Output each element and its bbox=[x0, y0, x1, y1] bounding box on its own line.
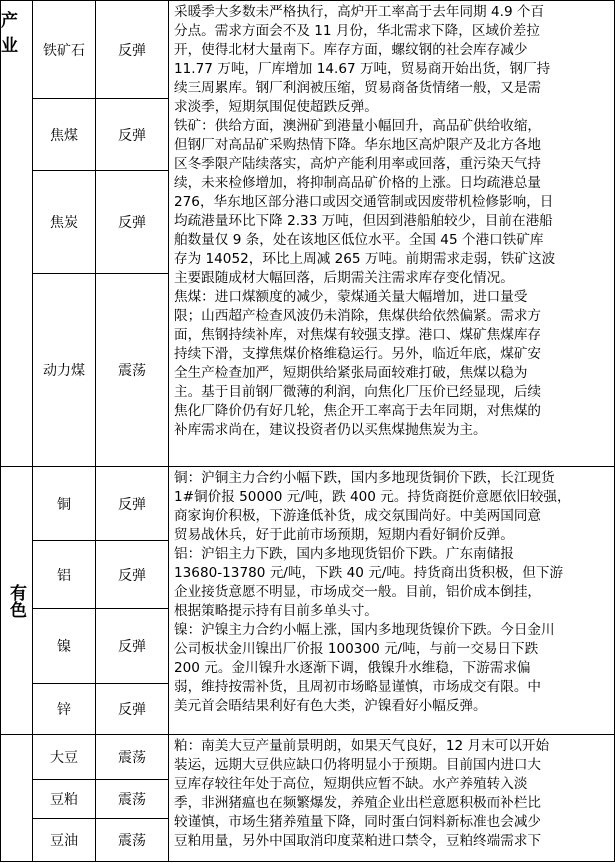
trend-label: 震荡 bbox=[118, 750, 146, 766]
commodity-name: 焦煤 bbox=[50, 127, 78, 144]
trend-label: 反弹 bbox=[118, 42, 146, 59]
text-line: 开，使得北材大量南下。库存方面，螺纹钢的社会库存减少 bbox=[174, 42, 528, 58]
text-line: 200 元。金川镍升水逐渐下调，俄镍升水维稳，下游需求偏 bbox=[174, 660, 531, 676]
text-line: 根据策略提示持有目前多单头寸。 bbox=[174, 603, 378, 619]
commodity-name: 大豆 bbox=[50, 750, 78, 766]
text-line: 豆粕用量，另外中国取消印度菜粕进口禁令，豆粕终端需求下 bbox=[174, 833, 542, 849]
text-line: 季，非洲猪瘟也在频繁爆发，养殖企业出栏意愿积极而补栏比 bbox=[174, 795, 542, 811]
text-line: 持续下滑，支撑焦煤价格维稳运行。另外，临近年底，煤矿安 bbox=[174, 346, 542, 362]
text-line: 公司板状金川镍出厂价报 100300 元/吨，与前一交易日下跌 bbox=[174, 641, 539, 657]
text-line: 焦煤：进口煤额度的减少，蒙煤通关量大幅增加，进口量受 bbox=[174, 289, 528, 305]
text-line: 但钢厂对高品矿采购热情下降。华东地区高炉限产及北方各地 bbox=[174, 137, 542, 153]
text-line: 均疏港量环比下降 2.33 万吨，但因到港船舶较少，目前在港船 bbox=[174, 213, 553, 229]
commodity-name: 镍 bbox=[57, 639, 71, 655]
text-line: 商家询价积极，下游逢低补货，成交氛围尚好。中美两国同意 bbox=[174, 508, 542, 524]
text-line: 采暖季大多数未严格执行，高炉开工率高于去年同期 4.9 个百 bbox=[174, 4, 545, 20]
column-divider bbox=[168, 0, 169, 862]
text-line: 企业接货意愿不明显，市场成交一般。目前，铝价成本倒挂， bbox=[174, 584, 542, 600]
text-line: 分点。需求方面会不及 11 月份，华北需求下降，区域价差拉 bbox=[174, 23, 540, 39]
commodity-name: 锌 bbox=[57, 702, 71, 718]
text-line: 求淡季，短期氛围促使超跌反弹。 bbox=[174, 99, 378, 115]
trend-label: 震荡 bbox=[118, 363, 146, 379]
text-line: 舶数量仅 9 条，处在该地区低位水平。全国 45 个港口铁矿库 bbox=[174, 232, 544, 248]
category-label bbox=[1, 735, 32, 861]
text-line: 铜：沪铜主力合约小幅下跌，国内多地现货铜价下跌，长江现货 bbox=[174, 470, 555, 486]
commodity-name: 铜 bbox=[57, 496, 71, 513]
text-line: 粕：南美大豆产量前景明朗，如果天气良好，12 月末可以开始 bbox=[174, 738, 550, 754]
trend-label: 震荡 bbox=[118, 833, 146, 849]
text-line: 11.77 万吨，厂库增加 14.67 万吨，贸易商开始出货，钢厂持 bbox=[174, 61, 551, 77]
commodity-name: 动力煤 bbox=[43, 363, 85, 379]
table-bottom-border bbox=[0, 861, 615, 862]
text-line: 美元首会晤结果利好有色大类，沪镍看好小幅反弹。 bbox=[174, 698, 487, 714]
trend-label: 反弹 bbox=[118, 215, 146, 231]
trend-label: 反弹 bbox=[118, 639, 146, 655]
trend-label: 反弹 bbox=[118, 702, 146, 718]
commodity-name: 铝 bbox=[57, 567, 71, 584]
analysis-text bbox=[174, 469, 571, 716]
text-line: 1#铜价报 50000 元/吨，跌 400 元。持货商挺价意愿依旧较强， bbox=[174, 489, 571, 505]
text-line: 较谨慎，市场生猪养殖量下降，同时蛋白饲料新标准也会减少 bbox=[174, 814, 542, 830]
commodity-name: 豆粕 bbox=[50, 792, 78, 808]
text-line: 面，焦钢持续补库，对焦煤有较强支撑。港口、煤矿焦煤库存 bbox=[174, 327, 542, 343]
text-line: 276，华东地区部分港口或因交通管制或因废带机检修影响，日 bbox=[174, 194, 554, 210]
text-line: 补库需求尚在，建议投资者仍以买焦煤抛焦炭为主。 bbox=[174, 422, 487, 438]
trend-label: 反弹 bbox=[118, 127, 146, 144]
category-label: 有色 bbox=[6, 583, 26, 618]
trend-label: 反弹 bbox=[118, 496, 146, 513]
text-line: 弱，维持按需补货，且周初市场略显谨慎，市场成交有限。中 bbox=[174, 679, 542, 695]
text-line: 铁矿：供给方面，澳洲矿到港量小幅回升，高品矿供给收缩， bbox=[174, 118, 542, 134]
commodity-name: 铁矿石 bbox=[43, 42, 85, 59]
text-line: 焦化厂降价仍有好几轮，焦企开工率高于去年同期，对焦煤的 bbox=[174, 403, 542, 419]
text-line: 续三周累库。钢厂利润被压缩，贸易商备货情绪一般，又是需 bbox=[174, 80, 542, 96]
analysis-text bbox=[174, 3, 555, 440]
commodity-name: 豆油 bbox=[50, 833, 78, 849]
trend-label: 反弹 bbox=[118, 567, 146, 584]
analysis-text bbox=[174, 737, 549, 851]
text-line: 区冬季限产陆续落实，高炉产能利用率或回落，重污染天气持 bbox=[174, 156, 542, 172]
text-line: 主。基于目前钢厂微薄的利润，向焦化厂压价已经显现，后续 bbox=[174, 384, 542, 400]
text-line: 装运，远期大豆供应缺口仍将明显小于预期。目前国内进口大 bbox=[174, 757, 542, 773]
text-line: 存为 14052，环比上周减 265 万吨。前期需求走弱，铁矿这波 bbox=[174, 251, 556, 267]
text-line: 续，未来检修增加，将抑制高品矿价格的上涨。日均疏港总量 bbox=[174, 175, 542, 191]
text-line: 主要跟随成材大幅回落，后期需关注需求库存变化情况。 bbox=[174, 270, 514, 286]
trend-label: 震荡 bbox=[118, 792, 146, 808]
text-line: 全生产检查加严，短期供给紧张局面较难打破，焦煤以稳为 bbox=[174, 365, 528, 381]
text-line: 铝：沪铝主力下跌，国内多地现货铝价下跌。广东南储报 bbox=[174, 546, 514, 562]
category-label: 产业 bbox=[1, 11, 18, 56]
text-line: 镍：沪镍主力合约小幅上涨，国内多地现货镍价下跌。今日金川 bbox=[174, 622, 555, 638]
commodity-name: 焦炭 bbox=[50, 215, 78, 231]
text-line: 限；山西超产检查风波仍未消除，焦煤供给依然偏紧。需求方 bbox=[174, 308, 542, 324]
text-line: 豆库存较往年处于高位，短期供应暂不缺。水产养殖转入淡 bbox=[174, 776, 528, 792]
text-line: 13680-13780 元/吨，下跌 40 元/吨。持货商出货积极，但下游 bbox=[174, 565, 564, 581]
text-line: 贸易战休兵，好于此前市场预期，短期内看好铜价反弹。 bbox=[174, 527, 514, 543]
